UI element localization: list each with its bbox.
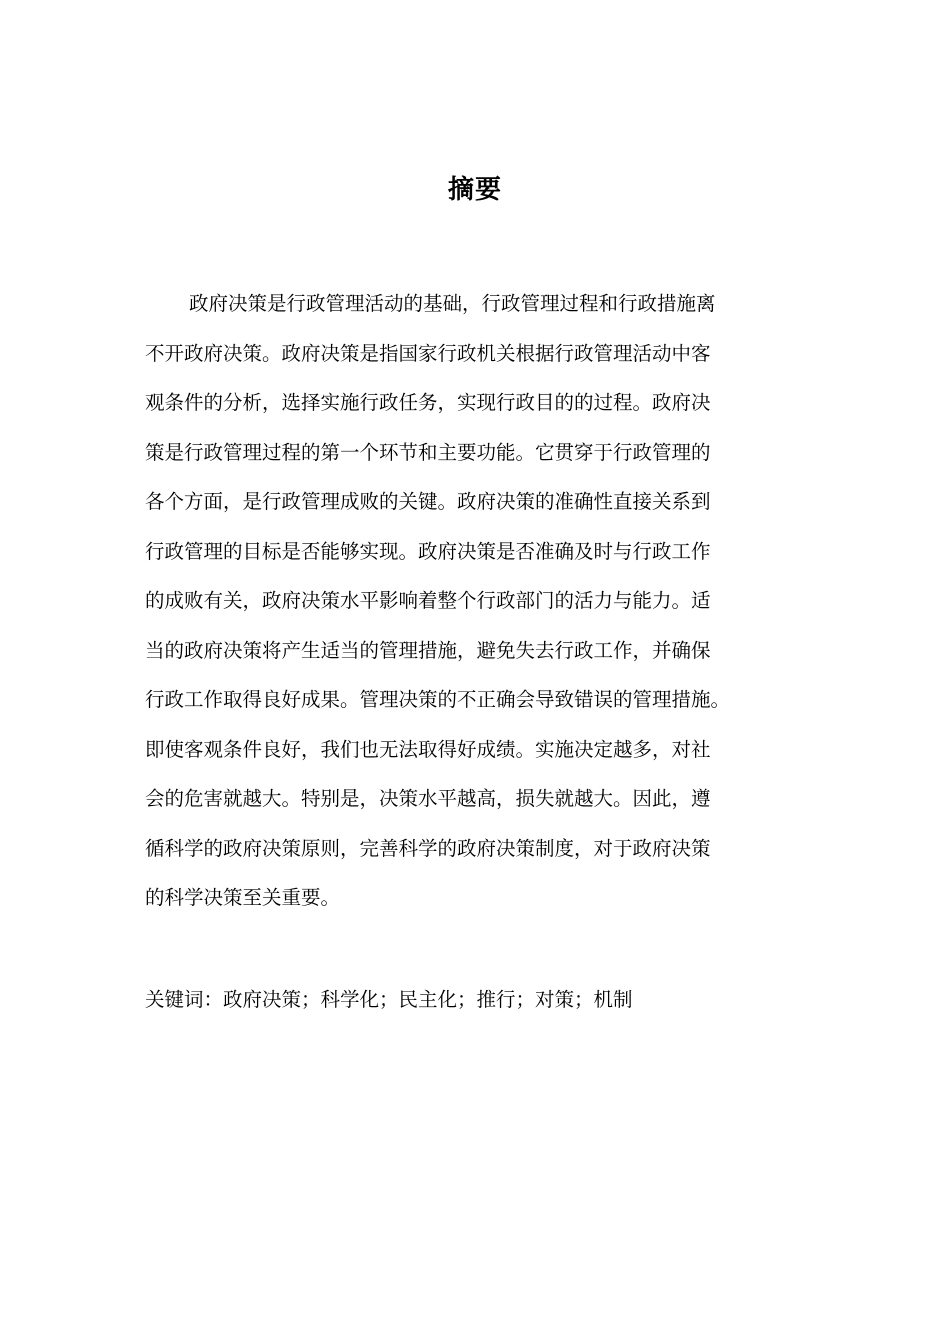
abstract-line: 当的政府决策将产生适当的管理措施，避免失去行政工作，并确保 (145, 638, 711, 662)
abstract-line: 各个方面，是行政管理成败的关键。政府决策的准确性直接关系到 (145, 490, 711, 513)
page-title: 摘要 (447, 175, 502, 205)
abstract-line: 的成败有关，政府决策水平影响着整个行政部门的活力与能力。适 (145, 589, 711, 612)
keywords-value: 政府决策；科学化；民主化；推行；对策；机制 (223, 988, 633, 1011)
abstract-line: 不开政府决策。政府决策是指国家行政机关根据行政管理活动中客 (145, 341, 711, 365)
abstract-line: 政府决策是行政管理活动的基础，行政管理过程和行政措施离 (189, 292, 716, 315)
abstract-line: 行政工作取得良好成果。管理决策的不正确会导致错误的管理措施。 (145, 688, 731, 711)
keywords-label: 关键词： (145, 988, 224, 1011)
abstract-line: 的科学决策至关重要。 (145, 886, 341, 909)
abstract-line: 策是行政管理过程的第一个环节和主要功能。它贯穿于行政管理的 (145, 440, 711, 464)
abstract-line: 即使客观条件良好，我们也无法取得好成绩。实施决定越多，对社 (145, 737, 711, 761)
abstract-body (145, 284, 825, 928)
abstract-line: 会的危害就越大。特别是，决策水平越高，损失就越大。因此，遵 (145, 787, 711, 810)
abstract-line: 循科学的政府决策原则，完善科学的政府决策制度，对于政府决策 (145, 836, 711, 860)
abstract-line: 行政管理的目标是否能够实现。政府决策是否准确及时与行政工作 (145, 539, 711, 563)
abstract-line: 观条件的分析，选择实施行政任务，实现行政目的的过程。政府决 (145, 391, 711, 414)
keywords-line (145, 980, 633, 1020)
